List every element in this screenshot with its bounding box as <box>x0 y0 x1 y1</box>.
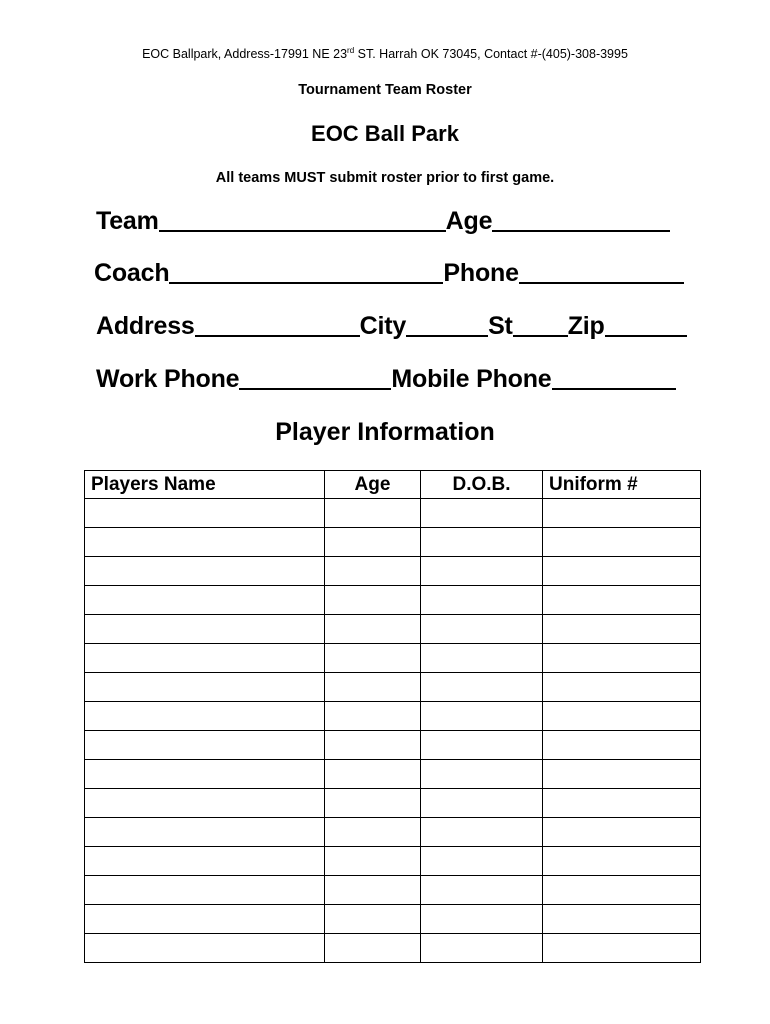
team-age-row <box>96 207 670 236</box>
table-row <box>85 644 701 673</box>
player-dob-cell[interactable] <box>421 673 543 702</box>
age-label: Age <box>445 207 493 235</box>
roster-body <box>85 499 701 963</box>
table-row <box>85 818 701 847</box>
city-field[interactable] <box>406 331 488 337</box>
mobile-phone-label: Mobile Phone <box>391 365 552 393</box>
player-uniform-cell[interactable] <box>543 499 701 528</box>
address-suffix: ST. Harrah OK 73045, Contact #-(405)-308-3995 <box>354 47 628 61</box>
player-name-cell[interactable] <box>85 818 325 847</box>
player-uniform-cell[interactable] <box>543 731 701 760</box>
player-information-heading: Player Information <box>275 418 495 446</box>
player-name-cell[interactable] <box>85 847 325 876</box>
player-name-cell[interactable] <box>85 905 325 934</box>
player-uniform-cell[interactable] <box>543 934 701 963</box>
address-prefix: EOC Ballpark, Address-17991 NE 23 <box>142 47 348 61</box>
player-name-cell[interactable] <box>85 876 325 905</box>
phones-row <box>96 365 676 394</box>
mobile-phone-field[interactable] <box>552 384 676 390</box>
table-row <box>85 905 701 934</box>
table-row <box>85 847 701 876</box>
address-row <box>96 312 687 341</box>
state-field[interactable] <box>513 331 568 337</box>
player-age-cell[interactable] <box>325 905 421 934</box>
player-name-cell[interactable] <box>85 615 325 644</box>
player-age-cell[interactable] <box>325 789 421 818</box>
column-header-players-name: Players Name <box>85 471 325 499</box>
table-row <box>85 731 701 760</box>
table-row <box>85 760 701 789</box>
table-row <box>85 615 701 644</box>
player-name-cell[interactable] <box>85 557 325 586</box>
player-age-cell[interactable] <box>325 499 421 528</box>
zip-label: Zip <box>567 312 605 340</box>
player-uniform-cell[interactable] <box>543 644 701 673</box>
work-phone-label: Work Phone <box>96 365 240 393</box>
player-name-cell[interactable] <box>85 702 325 731</box>
player-uniform-cell[interactable] <box>543 557 701 586</box>
player-dob-cell[interactable] <box>421 905 543 934</box>
player-uniform-cell[interactable] <box>543 615 701 644</box>
player-name-cell[interactable] <box>85 760 325 789</box>
table-header-row <box>85 471 701 499</box>
phone-label: Phone <box>443 259 519 287</box>
player-dob-cell[interactable] <box>421 847 543 876</box>
player-age-cell[interactable] <box>325 876 421 905</box>
player-uniform-cell[interactable] <box>543 905 701 934</box>
player-dob-cell[interactable] <box>421 731 543 760</box>
player-age-cell[interactable] <box>325 760 421 789</box>
player-dob-cell[interactable] <box>421 557 543 586</box>
player-dob-cell[interactable] <box>421 615 543 644</box>
player-uniform-cell[interactable] <box>543 673 701 702</box>
column-header-age: Age <box>325 471 421 499</box>
table-row <box>85 499 701 528</box>
age-field[interactable] <box>492 226 670 232</box>
player-age-cell[interactable] <box>325 818 421 847</box>
phone-field[interactable] <box>519 278 684 284</box>
player-dob-cell[interactable] <box>421 876 543 905</box>
player-uniform-cell[interactable] <box>543 818 701 847</box>
table-row <box>85 586 701 615</box>
column-header-dob: D.O.B. <box>421 471 543 499</box>
player-name-cell[interactable] <box>85 499 325 528</box>
player-name-cell[interactable] <box>85 586 325 615</box>
address-contact-line <box>0 47 770 61</box>
address-label: Address <box>96 312 195 340</box>
coach-phone-row <box>94 259 684 288</box>
player-uniform-cell[interactable] <box>543 586 701 615</box>
player-dob-cell[interactable] <box>421 760 543 789</box>
player-name-cell[interactable] <box>85 528 325 557</box>
player-name-cell[interactable] <box>85 789 325 818</box>
submission-notice: All teams MUST submit roster prior to first game. <box>215 170 555 186</box>
address-field[interactable] <box>195 331 360 337</box>
player-roster-table <box>84 470 701 963</box>
player-uniform-cell[interactable] <box>543 760 701 789</box>
player-uniform-cell[interactable] <box>543 789 701 818</box>
player-uniform-cell[interactable] <box>543 847 701 876</box>
coach-label: Coach <box>94 259 170 287</box>
player-dob-cell[interactable] <box>421 789 543 818</box>
player-dob-cell[interactable] <box>421 586 543 615</box>
player-age-cell[interactable] <box>325 586 421 615</box>
player-age-cell[interactable] <box>325 644 421 673</box>
player-uniform-cell[interactable] <box>543 702 701 731</box>
player-dob-cell[interactable] <box>421 702 543 731</box>
player-age-cell[interactable] <box>325 731 421 760</box>
player-age-cell[interactable] <box>325 557 421 586</box>
roster-title: Tournament Team Roster <box>298 82 472 98</box>
player-age-cell[interactable] <box>325 528 421 557</box>
table-row <box>85 876 701 905</box>
player-dob-cell[interactable] <box>421 528 543 557</box>
coach-field[interactable] <box>169 278 443 284</box>
player-name-cell[interactable] <box>85 673 325 702</box>
team-field[interactable] <box>159 226 446 232</box>
player-dob-cell[interactable] <box>421 499 543 528</box>
address-ordinal-suffix: rd <box>347 46 355 55</box>
player-age-cell[interactable] <box>325 615 421 644</box>
city-label: City <box>359 312 407 340</box>
player-dob-cell[interactable] <box>421 818 543 847</box>
work-phone-field[interactable] <box>239 384 391 390</box>
player-age-cell[interactable] <box>325 934 421 963</box>
state-label: St <box>488 312 513 340</box>
table-row <box>85 702 701 731</box>
park-name-heading: EOC Ball Park <box>311 121 459 146</box>
table-row <box>85 934 701 963</box>
table-row <box>85 557 701 586</box>
zip-field[interactable] <box>605 331 687 337</box>
player-uniform-cell[interactable] <box>543 528 701 557</box>
player-name-cell[interactable] <box>85 644 325 673</box>
player-age-cell[interactable] <box>325 673 421 702</box>
table-row <box>85 673 701 702</box>
table-row <box>85 789 701 818</box>
column-header-uniform: Uniform # <box>543 471 701 499</box>
player-name-cell[interactable] <box>85 731 325 760</box>
player-name-cell[interactable] <box>85 934 325 963</box>
player-dob-cell[interactable] <box>421 934 543 963</box>
team-label: Team <box>96 207 159 235</box>
player-age-cell[interactable] <box>325 702 421 731</box>
player-uniform-cell[interactable] <box>543 876 701 905</box>
player-dob-cell[interactable] <box>421 644 543 673</box>
table-row <box>85 528 701 557</box>
player-age-cell[interactable] <box>325 847 421 876</box>
